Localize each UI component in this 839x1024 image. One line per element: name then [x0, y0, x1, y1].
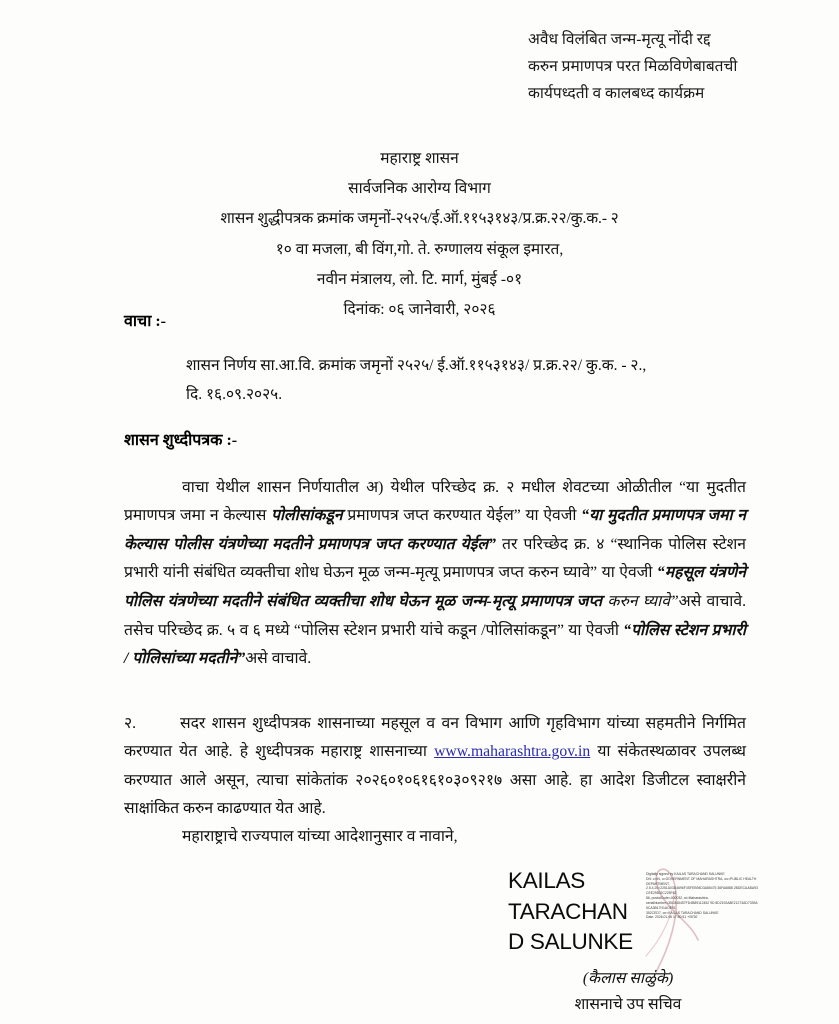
heading-date: दिनांक: ०६ जानेवारी, २०२६ — [343, 301, 496, 319]
sig-detail-2: 2.5.4.20=2251A03D4696F3SFEB94D3A85475 36FA6888 2BDECAABA93CEE29502C225F62 — [646, 886, 758, 896]
signatory-name-marathi: (कैलास साळुंके) — [582, 970, 674, 987]
corrigendum-paragraph-2 — [124, 710, 746, 824]
subject-line-2: करुन प्रमाणपत्र परत मिळविणेबाबतची — [528, 58, 738, 76]
para1-bold2: “या मुदतीत प्रमाणपत्र जमा न केल्यास पोलीस यंत्रणेच्या मदतीने प्रमाणपत्र जप्त करण्यात येईल” — [124, 507, 746, 553]
para1-seg3: तर परिच्छेद क्र. ४ “स्थानिक पोलिस स्टेशन प्रभारी यांनी संबंधित व्यक्तीचा शोध घेऊन मूळ जन्म-मृत्यू प्रमाणपत्र जप्त करुन घ्यावे” या ऐवजी — [124, 535, 747, 582]
signatory-designation: शासनाचे उप सचिव — [574, 995, 682, 1013]
para1-seg5: असे वाचावे. — [245, 650, 312, 668]
para1-italic3: करुन घ्यावे” — [607, 593, 679, 610]
corrigendum-paragraph-1 — [124, 474, 746, 674]
para1-bold3: “महसूल यंत्रणेने पोलिस यंत्रणेच्या मदतीने संबंधित व्यक्तीचा शोध घेऊन मूळ जन्म-मृत्यू प्रमाणपत्र जप्त — [124, 564, 746, 610]
closing-line: महाराष्ट्राचे राज्यपाल यांच्या आदेशानुसार व नावाने, — [182, 828, 458, 845]
shuddhipatrak-label: शासन शुध्दीपत्रक :- — [124, 432, 238, 449]
subject-line-1: अवैध विलंबित जन्म-मृत्यू नोंदी रद्द — [528, 31, 711, 48]
para1-seg4: असे वाचावे. तसेच परिच्छेद क्र. ५ व ६ मध्ये “पोलिस स्टेशन प्रभारी यांचे कडून /पोलिसांकडून” या ऐवजी — [124, 593, 747, 639]
sig-detail-0: Digitally signed by KAILAS TARACHAND SALUNKE — [646, 872, 725, 876]
para1-seg1: वाचा येथील शासन निर्णयातील अ) येथील परिच्छेद क्र. २ मधील शेवटच्या ओळीतील “या मुदतीत प्रमाणपत्र जमा न केल्यास — [124, 478, 746, 525]
heading-address-1: १० वा मजला, बी विंग,गो. ते. रुग्णालय संकूल इमारत, — [275, 240, 564, 258]
subject-block — [528, 26, 798, 107]
heading-address-2: नवीन मंत्रालय, लो. टि. मार्ग, मुंबई -०१ — [316, 270, 523, 288]
subject-line-3: कार्यपध्दती व कालबध्द कार्यक्रम — [528, 85, 705, 103]
signature-certificate-details — [646, 872, 758, 920]
heading-state: महाराष्ट्र शासन — [380, 150, 459, 167]
heading-circular-number: शासन शुद्धीपत्रक क्रमांक जमृनों-२५२५/ई.ऑ.११५३१४३/प्र.क्र.२२/कु.क.- २ — [220, 210, 619, 228]
para2-number: २. — [124, 714, 137, 732]
vacha-reference-line-2: दि. १६.०९.२०२५. — [186, 385, 283, 403]
government-heading — [0, 144, 839, 325]
para1-bold1: पोलीसांकडून — [271, 507, 343, 525]
vacha-label: वाचा :- — [124, 313, 167, 330]
vacha-reference — [186, 352, 746, 409]
para2-seg1: सदर शासन शुध्दीपत्रक शासनाच्या महसूल व वन विभाग आणि गृहविभाग यांच्या सहमतीने निर्गमित करण्यात येत आहे. हे शुध्दीपत्रक महाराष्ट्र शासनाच्या — [124, 714, 746, 761]
sig-detail-3: 86, postalCode=400032, st=Maharashtra, — [646, 896, 709, 901]
signature-footer — [478, 966, 778, 1018]
sig-detail-4: serialNumber=35C845457FD4B89112452 9D 8D2192A8E21273AD7339A5CA3B17H1AOE91 — [646, 900, 758, 910]
sig-detail-1: DN: c=IN, o=GOVERNMENT OF MAHARASHTRA, ou=PUBLIC HEALTH DEPARTMENT, — [646, 876, 757, 886]
sig-detail-5: 352CED7, cn=KAILAS TARACHAND SALUNKE — [646, 910, 719, 915]
vacha-reference-line-1: शासन निर्णय सा.आ.वि. क्रमांक जमृनों २५२५/ ई.ऑ.११५३१४३/ प्र.क्र.२२/ कु.क. - २., — [186, 357, 647, 374]
para2-seg2: या संकेतस्थळावर उपलब्ध करण्यात आले असून, त्याचा सांकेतांक २०२६०१०६१६१०३०९२१७ असा आहे. हा आदेश डिजीटल स्वाक्षरीने साक्षांकित करुन काढण्यात येत आहे. — [124, 743, 746, 818]
digital-signature-block — [478, 866, 778, 978]
maharashtra-gov-link[interactable]: www.maharashtra.gov.in — [434, 743, 591, 761]
sig-detail-6: Date: 2026.01.06 17:50:51 +05'30' — [646, 915, 698, 920]
para1-bold4: “पोलिस स्टेशन प्रभारी / पोलिसांच्या मदतीने” — [124, 621, 746, 668]
signatory-name-line-3: D SALUNKE — [508, 929, 633, 955]
signatory-name-line-2: TARACHAN — [508, 898, 628, 924]
para1-seg2: प्रमाणपत्र जप्त करण्यात येईल” या ऐवजी — [342, 507, 582, 525]
signatory-name-line-1: KAILAS — [508, 868, 585, 893]
heading-department: सार्वजनिक आरोग्य विभाग — [348, 180, 491, 198]
